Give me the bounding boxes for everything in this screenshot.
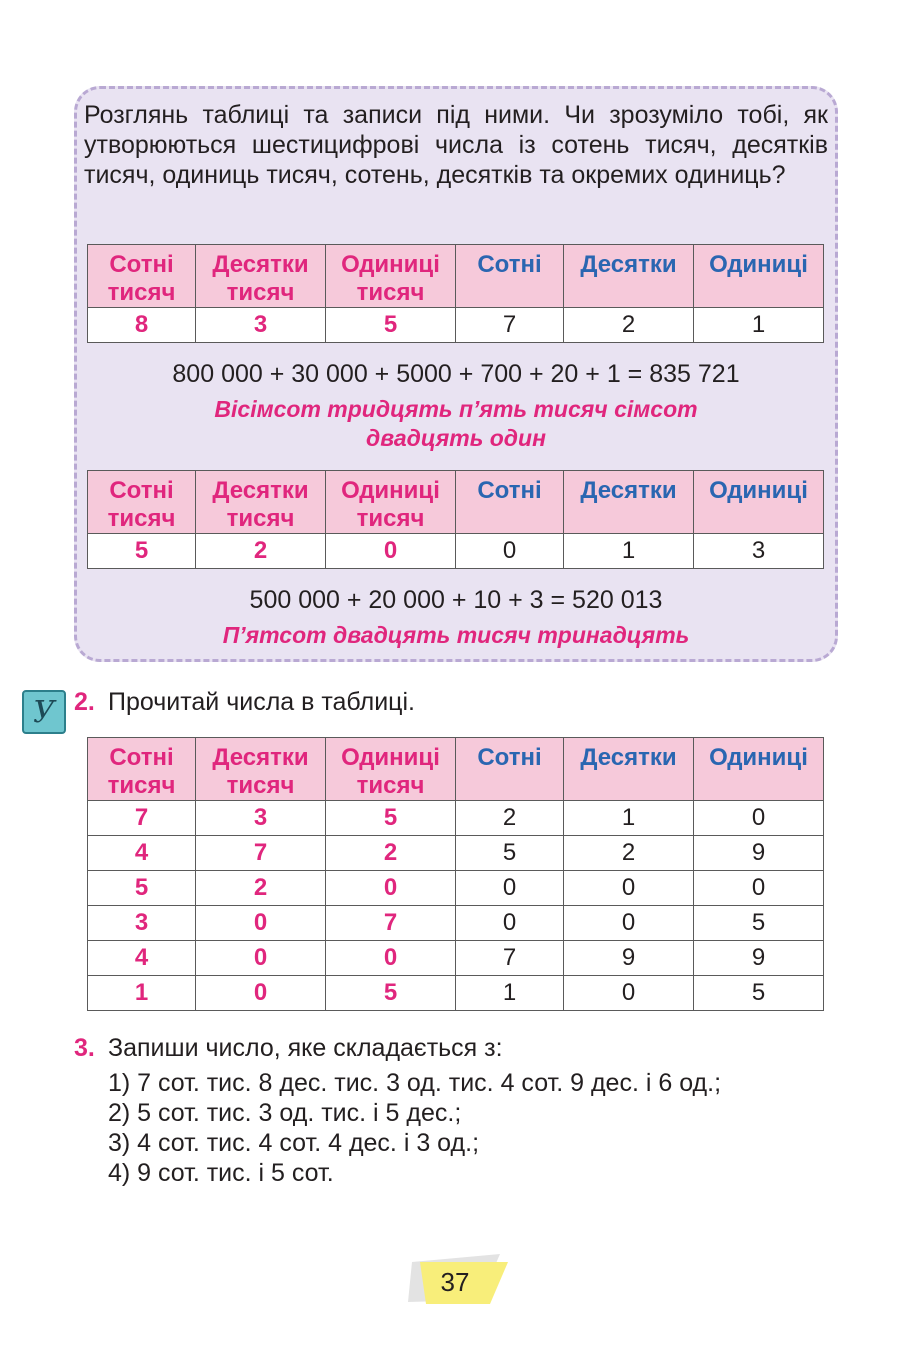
header-ten-thousands: Десятки тисяч [196, 738, 326, 801]
digit-cell: 0 [694, 871, 824, 906]
digit-cell: 0 [196, 976, 326, 1011]
task-3-text: Запиши число, яке складається з: [108, 1034, 503, 1062]
table-row [88, 976, 824, 1011]
header-ten-thousands: Десятки тисяч [196, 245, 326, 308]
header-hundreds: Сотні [456, 471, 564, 534]
digit-cell: 2 [456, 801, 564, 836]
header-units: Одиниці [694, 738, 824, 801]
header-thousands: Одиниці тисяч [326, 245, 456, 308]
digit-cell: 4 [88, 941, 196, 976]
digit-cell: 5 [694, 976, 824, 1011]
digit-cell: 2 [564, 308, 694, 343]
digit-cell: 0 [456, 906, 564, 941]
digit-cell: 7 [326, 906, 456, 941]
task-2-table [87, 737, 824, 1011]
digit-cell: 3 [694, 534, 824, 569]
table-row [88, 906, 824, 941]
header-units: Одиниці [694, 471, 824, 534]
header-hundred-thousands: Сотні тисяч [88, 471, 196, 534]
digit-cell: 5 [326, 976, 456, 1011]
list-item: 2) 5 сот. тис. 3 од. тис. і 5 дес.; [108, 1099, 462, 1127]
digit-cell: 5 [326, 308, 456, 343]
digit-cell: 0 [564, 906, 694, 941]
digit-cell: 1 [456, 976, 564, 1011]
digit-cell: 1 [88, 976, 196, 1011]
digit-cell: 2 [326, 836, 456, 871]
digit-cell: 1 [564, 534, 694, 569]
digit-cell: 2 [564, 836, 694, 871]
digit-cell: 1 [564, 801, 694, 836]
digit-cell: 9 [694, 941, 824, 976]
digit-cell: 0 [326, 871, 456, 906]
digit-cell: 2 [196, 871, 326, 906]
digit-cell: 1 [694, 308, 824, 343]
list-item: 3) 4 сот. тис. 4 сот. 4 дес. і 3 од.; [108, 1129, 480, 1157]
digit-cell: 2 [196, 534, 326, 569]
digit-cell: 5 [88, 871, 196, 906]
digit-cell: 3 [196, 801, 326, 836]
digit-cell: 0 [456, 871, 564, 906]
header-tens: Десятки [564, 738, 694, 801]
header-hundred-thousands: Сотні тисяч [88, 738, 196, 801]
number-words-2: П’ятсот двадцять тисяч тринадцять [222, 622, 690, 648]
task-2-number: 2. [74, 688, 95, 716]
header-ten-thousands: Десятки тисяч [196, 471, 326, 534]
digit-cell: 3 [88, 906, 196, 941]
header-tens: Десятки [564, 245, 694, 308]
task-3-number: 3. [74, 1034, 95, 1062]
digit-cell: 5 [694, 906, 824, 941]
table-row [88, 534, 824, 569]
digit-cell: 9 [564, 941, 694, 976]
header-units: Одиниці [694, 245, 824, 308]
table-row [88, 941, 824, 976]
digit-cell: 9 [694, 836, 824, 871]
page-number: 37 [440, 1267, 470, 1297]
digit-cell: 5 [88, 534, 196, 569]
example-table-1 [87, 244, 824, 343]
oral-task-icon: У [22, 690, 66, 734]
digit-cell: 8 [88, 308, 196, 343]
example-table-2 [87, 470, 824, 569]
digit-cell: 0 [326, 941, 456, 976]
table-header-row [88, 471, 824, 534]
digit-cell: 0 [564, 871, 694, 906]
number-words-1: Вісімсот тридцять п’ять тисяч сімсот двадцять один [214, 396, 698, 451]
list-item: 4) 9 сот. тис. і 5 сот. [108, 1159, 334, 1187]
table-row [88, 836, 824, 871]
intro-text: Розглянь таблиці та записи під ними. Чи зрозуміло тобі, як утворюються шестицифрові числа із сотень тисяч, десятків тисяч, одиниць тисяч, сотень, десятків та окремих одиниць? [84, 101, 828, 189]
list-item: 1) 7 сот. тис. 8 дес. тис. 3 од. тис. 4 сот. 9 дес. і 6 од.; [108, 1069, 722, 1097]
header-tens: Десятки [564, 471, 694, 534]
header-thousands: Одиниці тисяч [326, 471, 456, 534]
digit-cell: 0 [196, 906, 326, 941]
table-header-row [88, 738, 824, 801]
header-hundreds: Сотні [456, 738, 564, 801]
table-row [88, 801, 824, 836]
digit-cell: 3 [196, 308, 326, 343]
digit-cell: 0 [694, 801, 824, 836]
digit-cell: 7 [456, 941, 564, 976]
header-hundreds: Сотні [456, 245, 564, 308]
table-header-row [88, 245, 824, 308]
header-thousands: Одиниці тисяч [326, 738, 456, 801]
digit-cell: 4 [88, 836, 196, 871]
table-row [88, 871, 824, 906]
digit-cell: 5 [456, 836, 564, 871]
digit-cell: 0 [564, 976, 694, 1011]
digit-cell: 5 [326, 801, 456, 836]
digit-cell: 0 [196, 941, 326, 976]
digit-cell: 7 [88, 801, 196, 836]
header-hundred-thousands: Сотні тисяч [88, 245, 196, 308]
table-row [88, 308, 824, 343]
task-2-text: Прочитай числа в таблиці. [108, 688, 415, 716]
digit-cell: 7 [456, 308, 564, 343]
task-3-list [108, 1068, 721, 1188]
digit-cell: 0 [326, 534, 456, 569]
equation-1: 800 000 + 30 000 + 5000 + 700 + 20 + 1 = 835 721 [172, 360, 740, 388]
digit-cell: 7 [196, 836, 326, 871]
digit-cell: 0 [456, 534, 564, 569]
equation-2: 500 000 + 20 000 + 10 + 3 = 520 013 [249, 586, 663, 614]
